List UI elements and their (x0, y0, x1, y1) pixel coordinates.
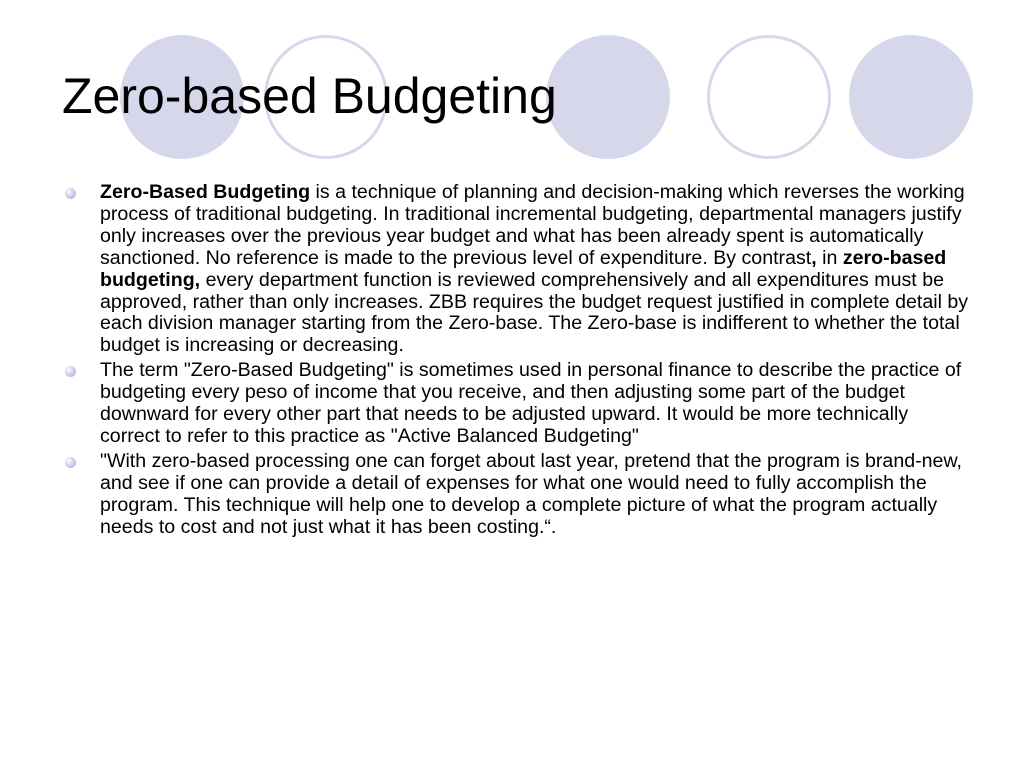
bullet-1-text-c: every department function is reviewed comprehensively and all expenditures must be approved, rather than only increases. ZBB requires the budget request justified in complete detail by each division manager starting from the Zero-base. The Zero-base is indifferent to whether the total budget is increasing or decreasing. (100, 268, 969, 357)
bullet-1-lead-bold: Zero-Based Budgeting (100, 181, 311, 203)
bullet-item-1 (100, 182, 970, 357)
bullet-item-3 (100, 451, 970, 539)
bullet-1-text-b: in (816, 246, 843, 269)
decorative-circle-3 (546, 35, 670, 159)
decorative-circle-4 (707, 35, 831, 159)
bullet-1-mid-bold: zero-based budgeting, (100, 246, 947, 291)
bullet-list (100, 182, 970, 542)
decorative-circle-5 (849, 35, 973, 159)
bullet-2-text: The term "Zero-Based Budgeting" is sometimes used in personal finance to describe the practice of budgeting every peso of income that you receive, and then adjusting some part of the budget downward for every other part that needs to be adjusted upward. It would be more technically correct to refer to this practice as "Active Balanced Budgeting" (100, 359, 962, 447)
bullet-1-text-a: is a technique of planning and decision-making which reverses the working process of traditional budgeting. In traditional incremental budgeting, departmental managers justify only increases over the previous year budget and what has been already spent is automatically sanctioned. No reference is made to the previous level of expenditure. By contrast (100, 181, 965, 269)
bullet-icon (65, 457, 76, 468)
bullet-1-comma-bold: , (811, 246, 817, 269)
slide-title: Zero-based Budgeting (62, 68, 557, 124)
bullet-icon (65, 188, 76, 199)
bullet-3-text: "With zero-based processing one can forget about last year, pretend that the program is brand-new, and see if one can provide a detail of expenses for what one would need to fully accomplish the program. This technique will help one to develop a complete picture of what the program actually needs to cost and not just what it has been costing.“. (100, 449, 962, 538)
bullet-icon (65, 366, 76, 377)
bullet-item-2 (100, 360, 970, 448)
